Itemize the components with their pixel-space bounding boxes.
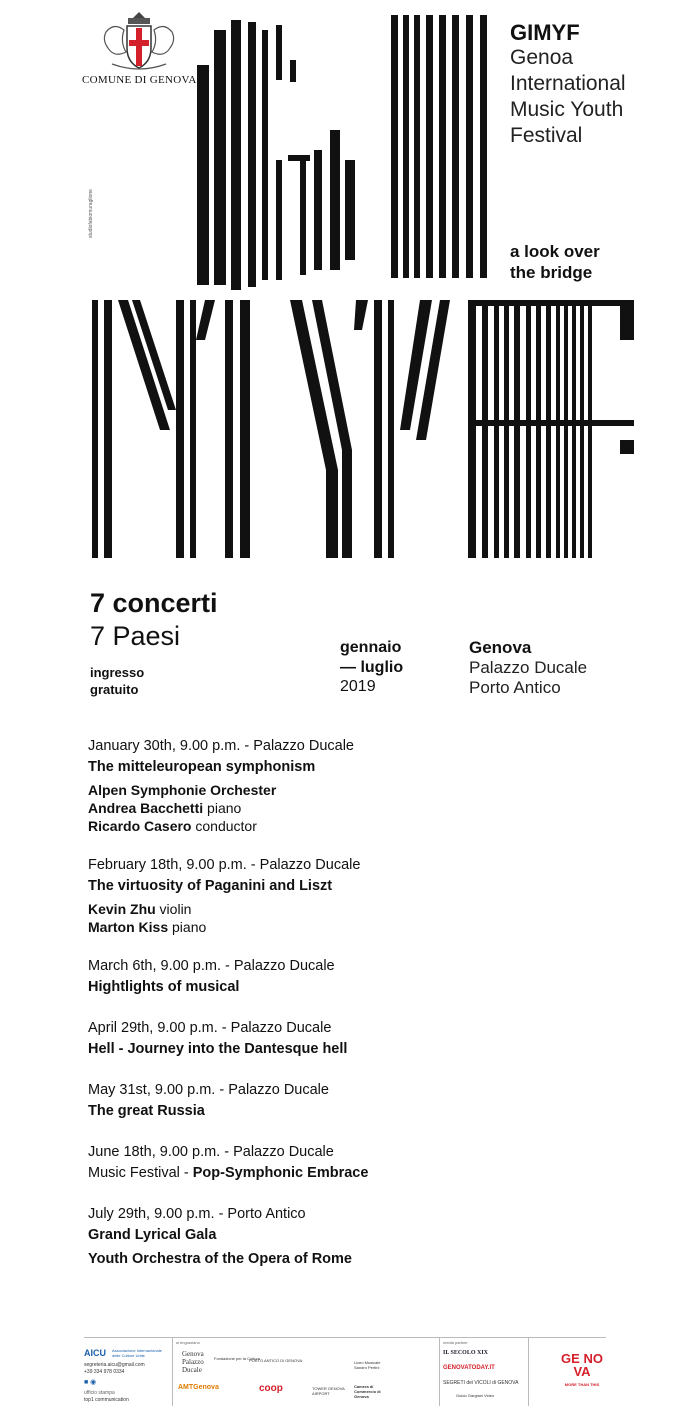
venue-2: Porto Antico bbox=[469, 678, 561, 697]
performer: Marton Kiss piano bbox=[88, 919, 207, 935]
event-title: Hell - Journey into the Dantesque hell bbox=[88, 1041, 348, 1057]
genova-brand-logo: GE NO VA MORE THAN THIS bbox=[561, 1351, 603, 1387]
aicu-phone: +39 334 978 0334 bbox=[84, 1369, 125, 1375]
event-performers bbox=[88, 781, 648, 835]
countries-count: 7 Paesi bbox=[90, 621, 181, 651]
secolo-logo: IL SECOLO XIX bbox=[443, 1350, 489, 1356]
gargiani-logo: Guido Gargiani Video bbox=[456, 1393, 495, 1398]
performer: Ricardo Casero conductor bbox=[88, 818, 257, 834]
segreti-logo: SEGRETI dei VICOLI di GENOVA bbox=[443, 1380, 519, 1386]
vertical-credit: studiofabiomuraglione bbox=[88, 189, 94, 238]
event-2 bbox=[88, 855, 648, 936]
sponsor-strip bbox=[84, 1337, 606, 1406]
event-6 bbox=[88, 1142, 648, 1184]
event-5 bbox=[88, 1080, 648, 1122]
ducale-logo: Genova Palazzo Ducale bbox=[182, 1350, 204, 1374]
porto-antico-logo: PORTO ANTICO DI GENOVA bbox=[249, 1358, 303, 1363]
festival-acronym: GIMYF bbox=[510, 20, 580, 45]
divider bbox=[439, 1338, 440, 1406]
event-title: Grand Lyrical Gala bbox=[88, 1227, 217, 1243]
genoa-crest-icon bbox=[100, 8, 178, 74]
festival-venues bbox=[469, 658, 587, 698]
performer: Kevin Zhu violin bbox=[88, 901, 192, 917]
thanks-label: si ringraziano bbox=[176, 1340, 200, 1345]
media-partner-label: media partner bbox=[443, 1340, 468, 1345]
concert-program bbox=[88, 736, 648, 1290]
performer: Alpen Symphonie Orchester bbox=[88, 782, 277, 798]
event-7 bbox=[88, 1204, 648, 1270]
free-admission: ingresso gratuito bbox=[90, 665, 145, 697]
festival-period: gennaio — luglio bbox=[340, 639, 404, 676]
festival-city: Genova bbox=[469, 638, 532, 657]
event-title: The virtuosity of Paganini and Liszt bbox=[88, 878, 333, 894]
camera-commercio-logo: Camera di Commercio di Genova bbox=[354, 1384, 381, 1399]
festival-name: Genoa International Music Youth Festival bbox=[510, 46, 626, 147]
performer: Andrea Bacchetti piano bbox=[88, 800, 242, 816]
festival-tagline: a look over the bridge bbox=[510, 242, 600, 282]
print-office-label: ufficio stampa bbox=[84, 1390, 115, 1396]
print-office-name: top1 communication bbox=[84, 1397, 129, 1403]
amt-logo: AMTGenova bbox=[178, 1384, 219, 1391]
event-date: March 6th, 9.00 p.m. - Palazzo Ducale bbox=[88, 958, 335, 974]
venue-1: Palazzo Ducale bbox=[469, 658, 588, 677]
liceo-logo: Liceo Musicale Sandro Pertini bbox=[354, 1360, 381, 1370]
event-date: April 29th, 9.00 p.m. - Palazzo Ducale bbox=[88, 1020, 332, 1036]
tower-airport-logo: TOWER GENOVA AIRPORT bbox=[312, 1386, 345, 1396]
event-1 bbox=[88, 736, 648, 835]
event-title: Hightlights of musical bbox=[88, 979, 240, 995]
coop-logo: coop bbox=[259, 1383, 283, 1394]
divider bbox=[528, 1338, 529, 1406]
event-performers bbox=[88, 900, 648, 936]
event-title: The mitteleuropean symphonism bbox=[88, 759, 316, 775]
aicu-email: segreteria.aicu@gmail.com bbox=[84, 1362, 145, 1368]
social-icons: ■ ◉ bbox=[84, 1379, 97, 1386]
genovatoday-logo: GENOVATODAY.IT bbox=[443, 1365, 495, 1371]
event-title: Music Festival - Pop-Symphonic Embrace bbox=[88, 1165, 369, 1181]
event-3 bbox=[88, 956, 648, 998]
event-4 bbox=[88, 1018, 648, 1060]
aicu-desc: Associazione Internazionale delle Culture Unite bbox=[112, 1348, 162, 1358]
event-date: February 18th, 9.00 p.m. - Palazzo Ducale bbox=[88, 857, 361, 873]
festival-year: 2019 bbox=[340, 678, 376, 695]
event-title: The great Russia bbox=[88, 1103, 205, 1119]
divider bbox=[172, 1338, 173, 1406]
event-date: January 30th, 9.00 p.m. - Palazzo Ducale bbox=[88, 738, 354, 754]
concerts-count: 7 concerti bbox=[90, 588, 218, 618]
event-date: June 18th, 9.00 p.m. - Palazzo Ducale bbox=[88, 1144, 334, 1160]
comune-label: COMUNE DI GENOVA bbox=[82, 74, 197, 86]
event-performer: Youth Orchestra of the Opera of Rome bbox=[88, 1251, 352, 1267]
event-date: July 29th, 9.00 p.m. - Porto Antico bbox=[88, 1206, 306, 1222]
event-date: May 31st, 9.00 p.m. - Palazzo Ducale bbox=[88, 1082, 329, 1098]
ducale-desc: Fondazione per la Cultura bbox=[214, 1356, 261, 1361]
aicu-logo: AICU bbox=[84, 1348, 106, 1358]
